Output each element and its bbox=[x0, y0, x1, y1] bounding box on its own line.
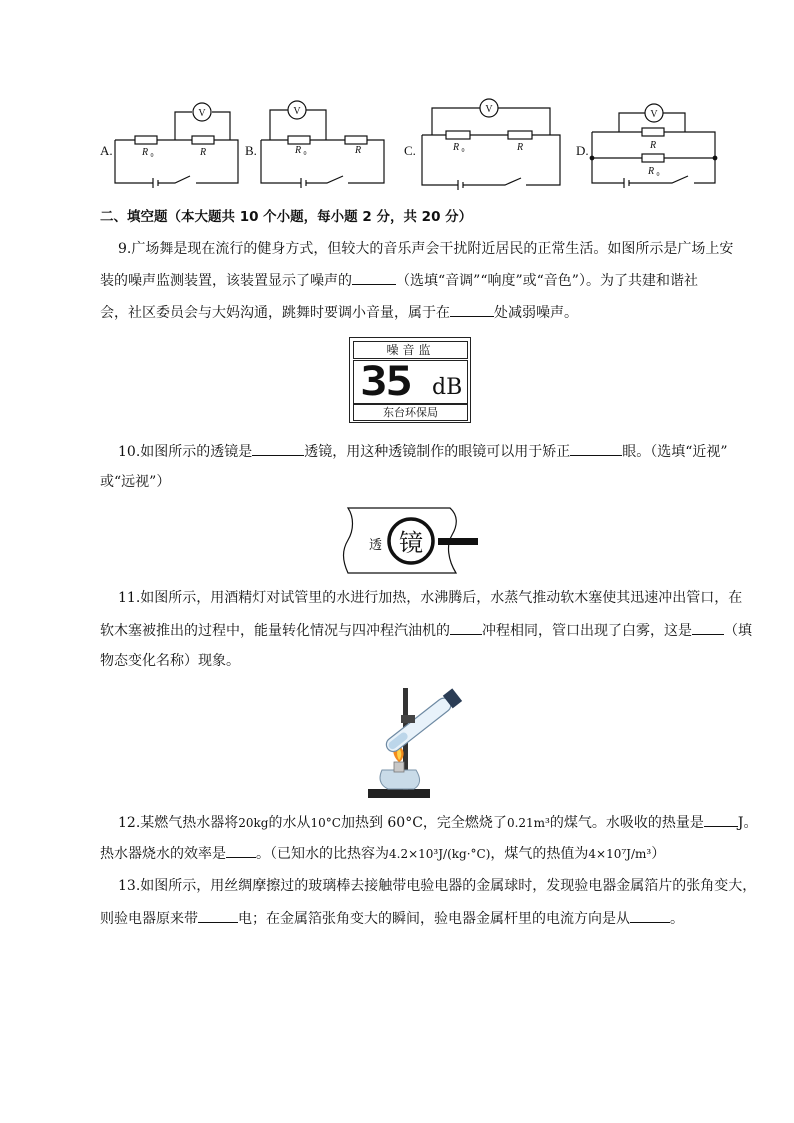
q9-text-a: 装的噪声监测装置，该装置显示了噪声的 bbox=[100, 273, 352, 289]
r-b-label: R bbox=[354, 145, 362, 156]
q10-text-b: 透镜，用这种透镜制作的眼镜可以用于矫正 bbox=[304, 444, 571, 460]
q10-line2: 或“远视”） bbox=[100, 474, 171, 490]
lens-left-char: 透 bbox=[369, 537, 383, 552]
q9-line1: 9.广场舞是现在流行的健身方式，但较大的音乐声会干扰附近居民的正常生活。如图所示是广场上安 bbox=[118, 241, 734, 257]
r0-b-label: R bbox=[294, 145, 302, 156]
q13-text-c: 。 bbox=[670, 911, 684, 927]
voltmeter-c-label: V bbox=[485, 104, 493, 115]
q12-line2 bbox=[100, 843, 730, 864]
q12-text-c: 加热到 60°C，完全燃烧了 bbox=[340, 815, 507, 831]
q9-text-c: 会，社区委员会与大妈沟通，跳舞时要调小音量，属于在 bbox=[100, 305, 450, 321]
q10-blank-2[interactable] bbox=[570, 441, 622, 456]
noise-meter-display bbox=[353, 360, 468, 404]
r-c-label: R bbox=[516, 142, 524, 153]
r0-d-sub: 0 bbox=[656, 172, 660, 178]
voltmeter-a-label: V bbox=[198, 108, 206, 119]
lens-figure bbox=[340, 505, 485, 577]
test-tube-apparatus bbox=[360, 685, 470, 803]
q12-t1: 10°C bbox=[310, 816, 341, 830]
circuit-a bbox=[115, 103, 238, 188]
q12-text-a: 12.某燃气热水器将 bbox=[118, 815, 239, 831]
q11-line2 bbox=[100, 620, 752, 641]
q12-text-b: 的水从 bbox=[268, 815, 311, 831]
q12-text-e: J。 bbox=[737, 815, 758, 831]
q11-text-c: （填 bbox=[724, 623, 752, 639]
q12-mass: 20kg bbox=[238, 816, 269, 830]
q9-text-d: 处减弱噪声。 bbox=[494, 305, 578, 321]
q12-heat-value: 4×10⁷J/m³ bbox=[588, 847, 652, 861]
q13-line1: 13.如图所示，用丝绸摩擦过的玻璃棒去接触带电验电器的金属球时，发现验电器金属箔片的张角变大， bbox=[118, 878, 757, 894]
noise-meter-unit: dB bbox=[432, 375, 463, 400]
q10-blank-1[interactable] bbox=[252, 441, 304, 456]
option-d-label: D. bbox=[576, 143, 589, 158]
q11-line1: 11.如图所示，用酒精灯对试管里的水进行加热，水沸腾后，水蒸气推动软木塞使其迅速冲出管口，在 bbox=[118, 590, 743, 606]
q12-line1 bbox=[118, 812, 758, 833]
q9-blank-1[interactable] bbox=[352, 270, 396, 285]
voltmeter-b-label: V bbox=[293, 106, 301, 117]
r-a-label: R bbox=[199, 147, 207, 158]
q9-blank-2[interactable] bbox=[450, 302, 494, 317]
lens-magnified-char: 镜 bbox=[399, 531, 423, 557]
q12-blank-2[interactable] bbox=[226, 843, 256, 858]
q13-text-a: 则验电器原来带 bbox=[100, 911, 198, 927]
q12-text-h: ，煤气的热值为 bbox=[490, 846, 589, 862]
q12-text-f: 热水器烧水的效率是 bbox=[100, 846, 226, 862]
q11-blank-2[interactable] bbox=[692, 620, 724, 635]
q11-blank-1[interactable] bbox=[450, 620, 482, 635]
noise-meter bbox=[349, 337, 471, 423]
voltmeter-d-label: V bbox=[650, 109, 658, 120]
noise-meter-agency: 东台环保局 bbox=[353, 404, 468, 421]
section-heading: 二、填空题（本大题共 10 个小题，每小题 2 分，共 20 分） bbox=[100, 209, 473, 225]
option-a-label: A. bbox=[100, 143, 113, 158]
q11-text-a: 软木塞被推出的过程中，能量转化情况与四冲程汽油机的 bbox=[100, 623, 450, 639]
q12-volume: 0.21m³ bbox=[506, 816, 550, 830]
option-c-label: C. bbox=[404, 143, 416, 158]
q12-blank-1[interactable] bbox=[704, 812, 738, 827]
q9-text-b: （选填“音调”“响度”或“音色”）。为了共建和谐社 bbox=[396, 273, 698, 289]
q12-text-g: 。（已知水的比热容为 bbox=[256, 846, 389, 862]
q11-text-b: 冲程相同，管口出现了白雾，这是 bbox=[482, 623, 692, 639]
r0-c-sub: 0 bbox=[461, 148, 465, 154]
q11-line3: 物态变化名称）现象。 bbox=[100, 653, 240, 669]
q10-text-a: 10.如图所示的透镜是 bbox=[118, 444, 253, 460]
q13-blank-2[interactable] bbox=[630, 908, 670, 923]
noise-meter-value: 35 bbox=[360, 359, 411, 405]
circuit-b bbox=[261, 101, 384, 188]
r0-a-label: R bbox=[141, 147, 149, 158]
option-b-label: B. bbox=[245, 143, 257, 158]
r0-b-sub: 0 bbox=[303, 151, 307, 157]
q10-line1 bbox=[118, 441, 748, 462]
q9-line2 bbox=[100, 270, 730, 291]
circuit-diagrams bbox=[0, 95, 794, 195]
r0-a-sub: 0 bbox=[150, 153, 154, 159]
q12-specific-heat: 4.2×10³J/(kg·°C) bbox=[389, 847, 491, 861]
q13-text-b: 电；在金属箔张角变大的瞬间，验电器金属杆里的电流方向是从 bbox=[238, 911, 630, 927]
q12-text-i: ） bbox=[651, 846, 666, 862]
r0-d-label: R bbox=[647, 166, 655, 177]
q9-line3 bbox=[100, 302, 730, 323]
noise-meter-title: 噪音监 bbox=[353, 341, 468, 359]
q10-text-c: 眼。（选填“近视” bbox=[622, 444, 728, 460]
q12-text-d: 的煤气。水吸收的热量是 bbox=[549, 815, 704, 831]
q13-blank-1[interactable] bbox=[198, 908, 238, 923]
q13-line2 bbox=[100, 908, 730, 929]
r0-c-label: R bbox=[452, 142, 460, 153]
r-d-label: R bbox=[649, 140, 657, 151]
